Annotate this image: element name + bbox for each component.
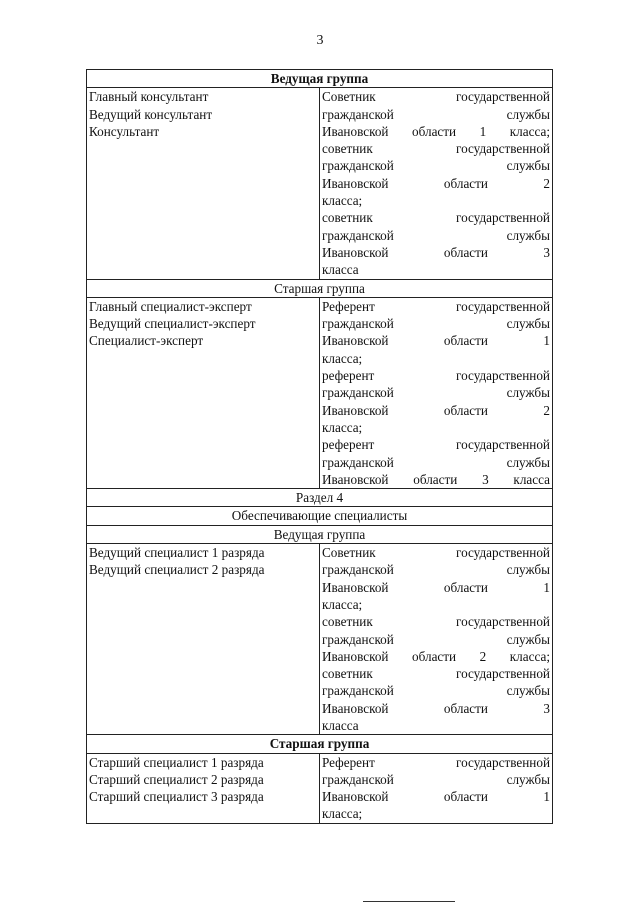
class-rank-line: гражданской службы	[322, 385, 550, 401]
class-rank-line: Референт государственной	[322, 754, 550, 770]
class-rank-cell	[320, 753, 553, 823]
page-number: 3	[316, 33, 324, 48]
class-rank-line: класса;	[322, 350, 363, 366]
class-rank-line: Ивановской области 1 класса;	[322, 123, 550, 139]
class-rank-line: Ивановской области 3	[322, 244, 550, 260]
positions-table	[86, 69, 553, 824]
position-row	[87, 544, 553, 735]
group-header: Ведущая группа	[87, 525, 553, 543]
class-rank-cell	[320, 88, 553, 279]
class-rank-cell	[320, 544, 553, 735]
class-rank-line: Советник государственной	[322, 89, 550, 105]
position-titles-cell	[87, 753, 320, 823]
class-rank-line: класса	[322, 717, 359, 733]
class-rank-line: гражданской службы	[322, 771, 550, 787]
position-title: Главный консультант	[89, 89, 209, 105]
class-rank-line: Советник государственной	[322, 545, 550, 561]
class-rank-line: Ивановской области 2	[322, 402, 550, 418]
class-rank-line: гражданской службы	[322, 454, 550, 470]
group-header-row	[87, 525, 553, 543]
class-rank-line: Ивановской области 3 класса	[322, 471, 550, 487]
class-rank-line: Ивановской области 1	[322, 789, 550, 805]
position-title: Старший специалист 2 разряда	[89, 771, 264, 787]
position-title: Специалист-эксперт	[89, 333, 204, 349]
class-rank-line: советник государственной	[322, 141, 550, 157]
class-rank-line: советник государственной	[322, 666, 550, 682]
position-row	[87, 753, 553, 823]
class-rank-line: Референт государственной	[322, 298, 550, 314]
class-rank-line: гражданской службы	[322, 158, 550, 174]
position-row	[87, 297, 553, 488]
group-header: Обеспечивающие специалисты	[87, 507, 553, 525]
positions-table-body	[87, 70, 553, 824]
group-header-row	[87, 489, 553, 507]
class-rank-line: Ивановской области 2	[322, 175, 550, 191]
class-rank-line: Ивановской области 3	[322, 700, 550, 716]
class-rank-line: класса;	[322, 806, 363, 822]
class-rank-line: Ивановской области 1	[322, 333, 550, 349]
position-titles-cell	[87, 88, 320, 279]
class-rank-line: гражданской службы	[322, 106, 550, 122]
class-rank-line: гражданской службы	[322, 683, 550, 699]
position-row	[87, 88, 553, 279]
group-header: Ведущая группа	[87, 70, 553, 88]
position-titles-cell	[87, 544, 320, 735]
class-rank-cell	[320, 297, 553, 488]
class-rank-line: класса;	[322, 596, 363, 612]
class-rank-line: советник государственной	[322, 614, 550, 630]
position-title: Ведущий специалист 1 разряда	[89, 545, 265, 561]
position-title: Ведущий специалист-эксперт	[89, 316, 256, 332]
group-header-row	[87, 279, 553, 297]
class-rank-line: Ивановской области 2 класса;	[322, 648, 550, 664]
position-title: Старший специалист 1 разряда	[89, 754, 264, 770]
group-header-row	[87, 70, 553, 88]
group-header: Старшая группа	[87, 279, 553, 297]
class-rank-line: гражданской службы	[322, 562, 550, 578]
group-header: Раздел 4	[87, 489, 553, 507]
class-rank-line: Ивановской области 1	[322, 579, 550, 595]
bottom-rule	[363, 901, 455, 902]
class-rank-line: класса	[322, 262, 359, 278]
class-rank-line: референт государственной	[322, 368, 550, 384]
position-title: Ведущий консультант	[89, 106, 213, 122]
group-header: Старшая группа	[87, 735, 553, 753]
class-rank-line: класса;	[322, 419, 363, 435]
position-title: Консультант	[89, 123, 160, 139]
position-title: Ведущий специалист 2 разряда	[89, 562, 265, 578]
group-header-row	[87, 735, 553, 753]
class-rank-line: гражданской службы	[322, 227, 550, 243]
position-title: Старший специалист 3 разряда	[89, 789, 264, 805]
class-rank-line: гражданской службы	[322, 631, 550, 647]
position-titles-cell	[87, 297, 320, 488]
position-title: Главный специалист-эксперт	[89, 298, 252, 314]
class-rank-line: референт государственной	[322, 437, 550, 453]
class-rank-line: гражданской службы	[322, 316, 550, 332]
class-rank-line: класса;	[322, 193, 363, 209]
group-header-row	[87, 507, 553, 525]
class-rank-line: советник государственной	[322, 210, 550, 226]
